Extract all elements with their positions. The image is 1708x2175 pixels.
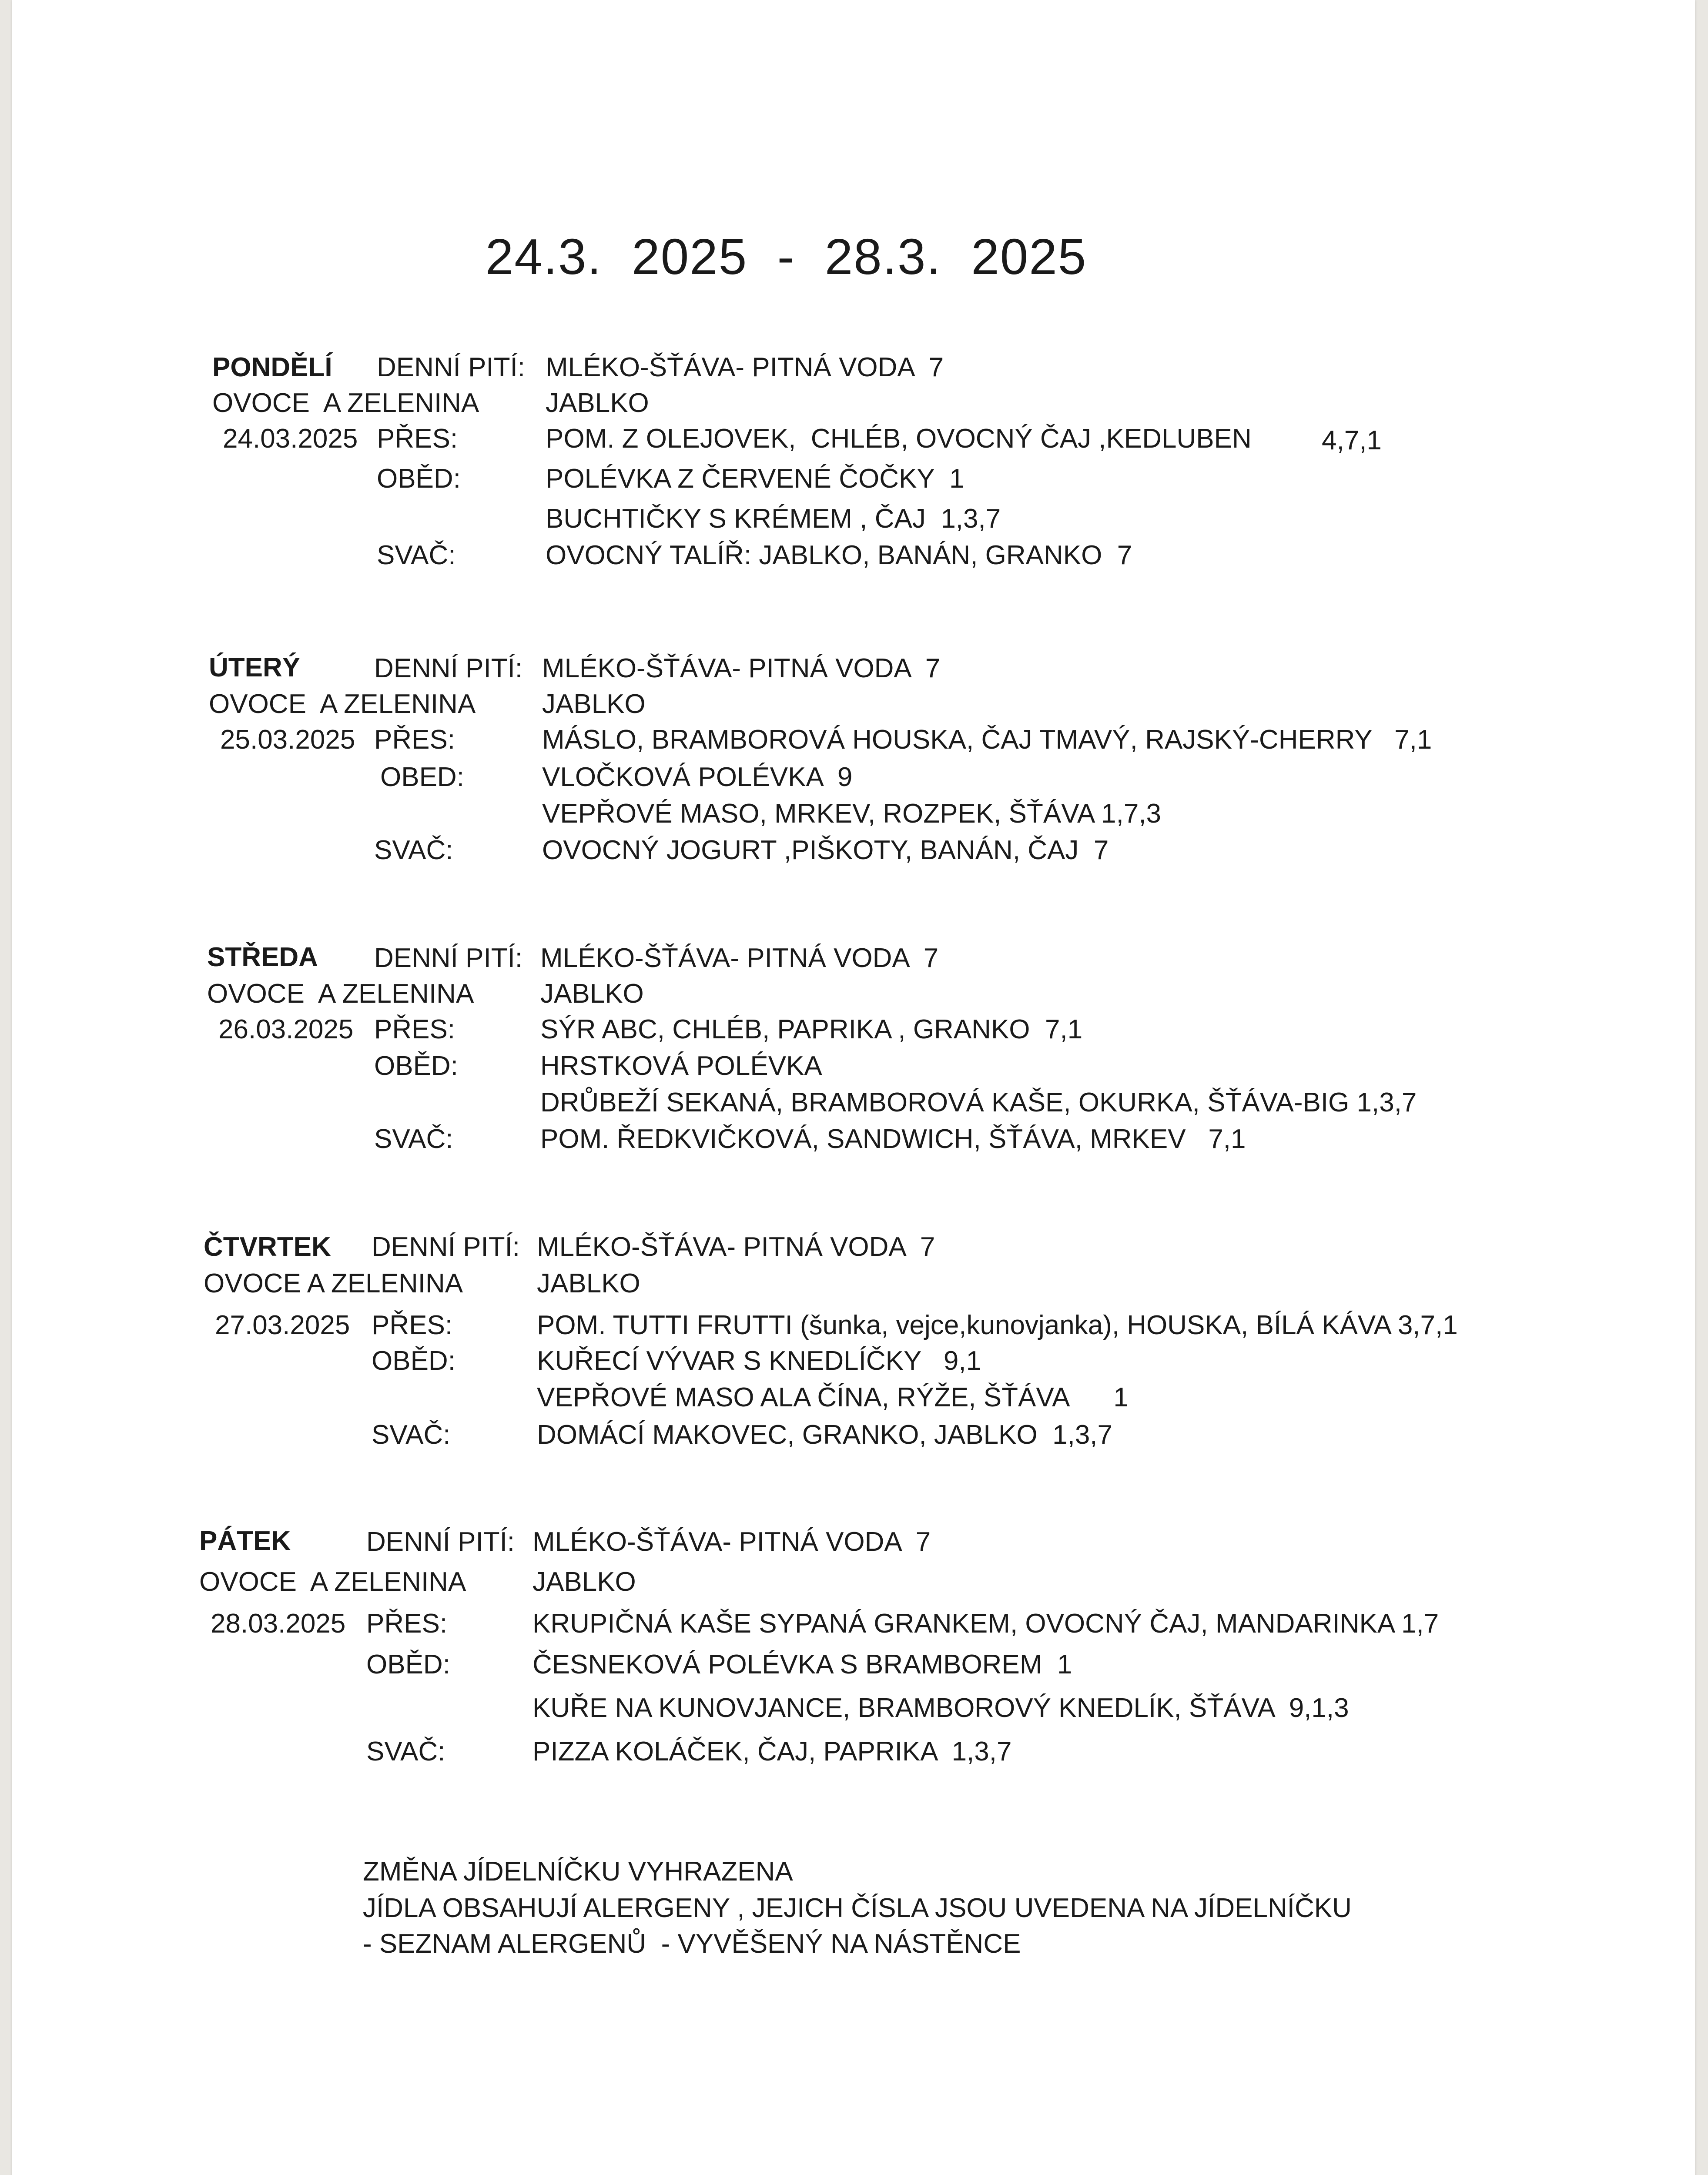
lunch-soup: POLÉVKA Z ČERVENÉ ČOČKY 1 [546, 464, 965, 494]
fruit-label: OVOCE A ZELENINA [199, 1567, 466, 1597]
lunch-main: VEPŘOVÉ MASO, MRKEV, ROZPEK, ŠŤÁVA 1,7,3 [542, 799, 1162, 829]
snack-value: OVOCNÝ TALÍŘ: JABLKO, BANÁN, GRANKO 7 [546, 540, 1132, 570]
snack-label: SVAČ: [377, 540, 456, 570]
footer-line-1: ZMĚNA JÍDELNÍČKU VYHRAZENA [363, 1857, 793, 1887]
day-date: 26.03.2025 [218, 1014, 354, 1044]
day-name: PÁTEK [199, 1526, 291, 1556]
breakfast-label: PŘES: [377, 424, 458, 454]
fruit-label: OVOCE A ZELENINA [204, 1268, 463, 1298]
lunch-main: VEPŘOVÉ MASO ALA ČÍNA, RÝŽE, ŠŤÁVA 1 [537, 1382, 1129, 1412]
snack-label: SVAČ: [374, 1124, 453, 1154]
fruit-value: JABLKO [532, 1567, 636, 1597]
drink-label: DENNÍ PITÍ: [372, 1232, 520, 1262]
drink-label: DENNÍ PITÍ: [374, 943, 523, 973]
breakfast-label: PŘES: [366, 1609, 448, 1639]
lunch-soup: KUŘECÍ VÝVAR S KNEDLÍČKY 9,1 [537, 1346, 981, 1376]
drink-value: MLÉKO-ŠŤÁVA- PITNÁ VODA 7 [546, 352, 944, 382]
lunch-label: OBĚD: [372, 1346, 455, 1376]
snack-label: SVAČ: [372, 1420, 451, 1450]
day-date: 25.03.2025 [220, 725, 355, 755]
breakfast-value: MÁSLO, BRAMBOROVÁ HOUSKA, ČAJ TMAVÝ, RAJSKÝ-CHERRY 7,1 [542, 725, 1432, 755]
snack-label: SVAČ: [374, 835, 453, 865]
snack-value: PIZZA KOLÁČEK, ČAJ, PAPRIKA 1,3,7 [532, 1737, 1012, 1767]
week-title: 24.3. 2025 - 28.3. 2025 [485, 228, 1087, 285]
footer-line-2: JÍDLA OBSAHUJÍ ALERGENY , JEJICH ČÍSLA JSOU UVEDENA NA JÍDELNÍČKU [363, 1893, 1352, 1923]
day-name: STŘEDA [207, 942, 318, 972]
fruit-value: JABLKO [540, 979, 644, 1009]
day-date: 24.03.2025 [223, 424, 358, 454]
day-name: ÚTERÝ [209, 652, 301, 683]
breakfast-value: POM. Z OLEJOVEK, CHLÉB, OVOCNÝ ČAJ ,KEDLUBEN [546, 424, 1252, 454]
breakfast-allergens: 4,7,1 [1322, 425, 1382, 455]
drink-value: MLÉKO-ŠŤÁVA- PITNÁ VODA 7 [542, 653, 941, 683]
breakfast-value: POM. TUTTI FRUTTI (šunka, vejce,kunovjanka), HOUSKA, BÍLÁ KÁVA 3,7,1 [537, 1310, 1458, 1340]
lunch-label: OBĚD: [366, 1650, 450, 1680]
breakfast-label: PŘES: [374, 1014, 455, 1044]
breakfast-label: PŘES: [374, 725, 455, 755]
snack-value: OVOCNÝ JOGURT ,PIŠKOTY, BANÁN, ČAJ 7 [542, 835, 1109, 865]
snack-value: DOMÁCÍ MAKOVEC, GRANKO, JABLKO 1,3,7 [537, 1420, 1113, 1450]
lunch-soup: VLOČKOVÁ POLÉVKA 9 [542, 762, 853, 792]
lunch-main: KUŘE NA KUNOVJANCE, BRAMBOROVÝ KNEDLÍK, ŠŤÁVA 9,1,3 [532, 1693, 1349, 1723]
lunch-soup: ČESNEKOVÁ POLÉVKA S BRAMBOREM 1 [532, 1650, 1072, 1680]
lunch-label: OBED: [380, 762, 464, 792]
drink-label: DENNÍ PITÍ: [377, 352, 526, 382]
drink-label: DENNÍ PITÍ: [366, 1527, 515, 1557]
day-date: 27.03.2025 [215, 1310, 350, 1340]
fruit-label: OVOCE A ZELENINA [209, 689, 476, 719]
lunch-soup: HRSTKOVÁ POLÉVKA [540, 1051, 822, 1081]
lunch-label: OBĚD: [374, 1051, 458, 1081]
drink-value: MLÉKO-ŠŤÁVA- PITNÁ VODA 7 [537, 1232, 935, 1262]
day-name: PONDĚLÍ [212, 352, 332, 382]
lunch-main: DRŮBEŽÍ SEKANÁ, BRAMBOROVÁ KAŠE, OKURKA, ŠŤÁVA-BIG 1,3,7 [540, 1088, 1417, 1118]
breakfast-value: KRUPIČNÁ KAŠE SYPANÁ GRANKEM, OVOCNÝ ČAJ, MANDARINKA 1,7 [532, 1609, 1439, 1639]
snack-value: POM. ŘEDKVIČKOVÁ, SANDWICH, ŠŤÁVA, MRKEV 7,1 [540, 1124, 1246, 1154]
day-date: 28.03.2025 [211, 1609, 346, 1639]
fruit-value: JABLKO [546, 388, 649, 418]
fruit-label: OVOCE A ZELENINA [207, 979, 474, 1009]
lunch-label: OBĚD: [377, 464, 461, 494]
drink-label: DENNÍ PITÍ: [374, 653, 523, 683]
fruit-value: JABLKO [537, 1268, 640, 1298]
drink-value: MLÉKO-ŠŤÁVA- PITNÁ VODA 7 [532, 1527, 931, 1557]
breakfast-value: SÝR ABC, CHLÉB, PAPRIKA , GRANKO 7,1 [540, 1014, 1083, 1044]
drink-value: MLÉKO-ŠŤÁVA- PITNÁ VODA 7 [540, 943, 939, 973]
breakfast-label: PŘES: [372, 1310, 453, 1340]
menu-sheet [12, 0, 1695, 2175]
day-name: ČTVRTEK [204, 1232, 331, 1262]
snack-label: SVAČ: [366, 1737, 445, 1767]
lunch-main: BUCHTIČKY S KRÉMEM , ČAJ 1,3,7 [546, 504, 1001, 534]
fruit-label: OVOCE A ZELENINA [212, 388, 479, 418]
fruit-value: JABLKO [542, 689, 646, 719]
footer-line-3: - SEZNAM ALERGENŮ - VYVĚŠENÝ NA NÁSTĚNCE [363, 1929, 1021, 1959]
